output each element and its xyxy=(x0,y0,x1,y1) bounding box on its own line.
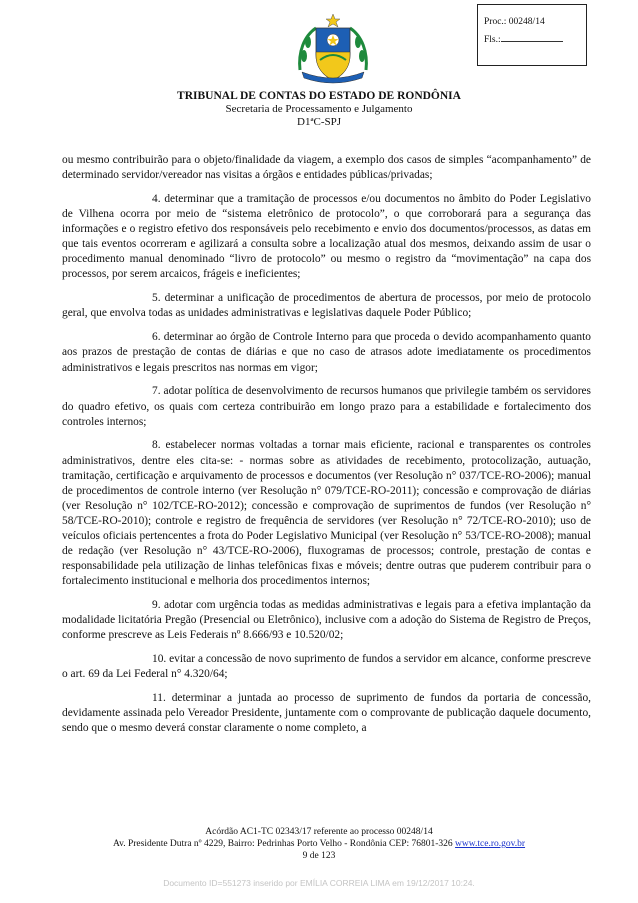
paragraph-item-10: 10. evitar a concessão de novo suprimento de fundos a servidor em alcance, conforme prescreve o art. 69 da Lei Federal n° 4.320/64; xyxy=(62,653,591,681)
folio-field xyxy=(484,31,586,49)
institution-name: TRIBUNAL DE CONTAS DO ESTADO DE RONDÔNIA xyxy=(177,90,461,102)
paragraph-item-4: 4. determinar que a tramitação de processos e/ou documentos no âmbito do Poder Legislativo de Vilhena ocorra por meio de “sistema eletrônico de protocolo”, o que corroborará para a segurança das informações e o registro efetivo dos responsáveis pelo recebimento e envio dos documentos/processos, as datas em que tais eventos ocorreram e agilizará a consulta sobre a localização atual dos mesmos, deixando assim de usar o procedimento manual denominado “livro de protocolo” ou mesmo o registro da “movimentação” na capa dos processos, por serem arcaicos, frágeis e ineficientes; xyxy=(62,192,591,281)
address-text: Av. Presidente Dutra nº 4229, Bairro: Pedrinhas Porto Velho - Rondônia CEP: 76801-326 xyxy=(112,839,453,849)
process-number: Proc.: 00248/14 xyxy=(484,17,545,27)
address-line xyxy=(0,838,638,850)
unit-code: D1ªC-SPJ xyxy=(297,116,341,128)
process-stamp xyxy=(477,4,587,66)
paragraph-item-5: 5. determinar a unificação de procedimentos de abertura de processos, por meio de protocolo geral, que envolva todas as unidades administrativas e legislativas daquele Poder Público; xyxy=(62,292,591,320)
paragraph-item-11: 11. determinar a juntada ao processo de suprimento de fundos da portaria de concessão, devidamente assinada pelo Vereador Presidente, juntamente com o comprovante de publicação daquele documento, sendo que o mesmo deverá constar claramente o nome completo, a xyxy=(62,692,591,735)
folio-blank-line xyxy=(501,31,563,42)
website-link[interactable]: www.tce.ro.gov.br xyxy=(455,839,526,849)
document-header xyxy=(0,90,638,129)
document-body xyxy=(62,153,591,745)
folio-label: Fls.: xyxy=(484,35,501,45)
paragraph-item-7: 7. adotar política de desenvolvimento de recursos humanos que privilegie também os servidores do quadro efetivo, os quais com certeza contribuirão em longo prazo para a estabilidade e fortalecimento dos controles internos; xyxy=(62,385,591,428)
state-coat-of-arms-icon xyxy=(290,12,376,84)
decision-reference: Acórdão AC1-TC 02343/17 referente ao processo 00248/14 xyxy=(205,827,433,837)
paragraph-continuation: ou mesmo contribuirão para o objeto/finalidade da viagem, a exemplo dos casos de simples “acompanhamento” de determinado servidor/vereador nas visitas a órgãos e entidades públicas/privadas; xyxy=(62,154,591,182)
department-name: Secretaria de Processamento e Julgamento xyxy=(225,103,413,115)
document-id-watermark: Documento ID=551273 inserido por EMÍLIA CORREIA LIMA em 19/12/2017 10:24. xyxy=(163,878,475,888)
paragraph-item-6: 6. determinar ao órgão de Controle Interno para que proceda o devido acompanhamento quanto aos prazos de prestação de contas de diárias e que no caso de atrasos adote imediatamente os procedimentos administrativos e legais prescritos nas normas em vigor; xyxy=(62,331,591,374)
paragraph-item-9: 9. adotar com urgência todas as medidas administrativas e legais para a efetiva implantação da modalidade licitatória Pregão (Presencial ou Eletrônico), inclusive com a adoção do Sistema de Registro de Preços, conforme prescreve as Leis Federais nº 8.666/93 e 10.520/02; xyxy=(62,599,591,642)
paragraph-item-8: 8. estabelecer normas voltadas a tornar mais eficiente, racional e transparentes os controles administrativos, dentre eles cita-se: - normas sobre as atividades de recebimento, protocolização, autuação, tramitação, certificação e arquivamento de processos e documentos (ver Resolução n° 037/TCE-RO-2006); manual de procedimentos de controle interno (ver Resolução n° 079/TCE-RO-2011); concessão e comprovação de diárias (ver Resolução n° 102/TCE-RO-2012); concessão e comprovação de suprimentos de fundos (ver Resolução n° 58/TCE-RO-2010); controle e registro de frequência de servidores (ver Resolução n° 72/TCE-RO-2010); uso de veículos oficiais pertencentes a frota do Poder Legislativo Municipal (ver Resolução n° 53/TCE-RO-2008); manual de redação (ver Resolução n° 43/TCE-RO-2006), fluxogramas de processos; controle, prestação de contas e responsabilidade pela utilização de linhas telefônicas fixas e móveis; dentre outras que puderem contribuir para o fortalecimento institucional e melhoria dos procedimentos internos; xyxy=(62,439,591,588)
document-footer xyxy=(0,826,638,862)
page-number: 9 de 123 xyxy=(302,851,336,861)
